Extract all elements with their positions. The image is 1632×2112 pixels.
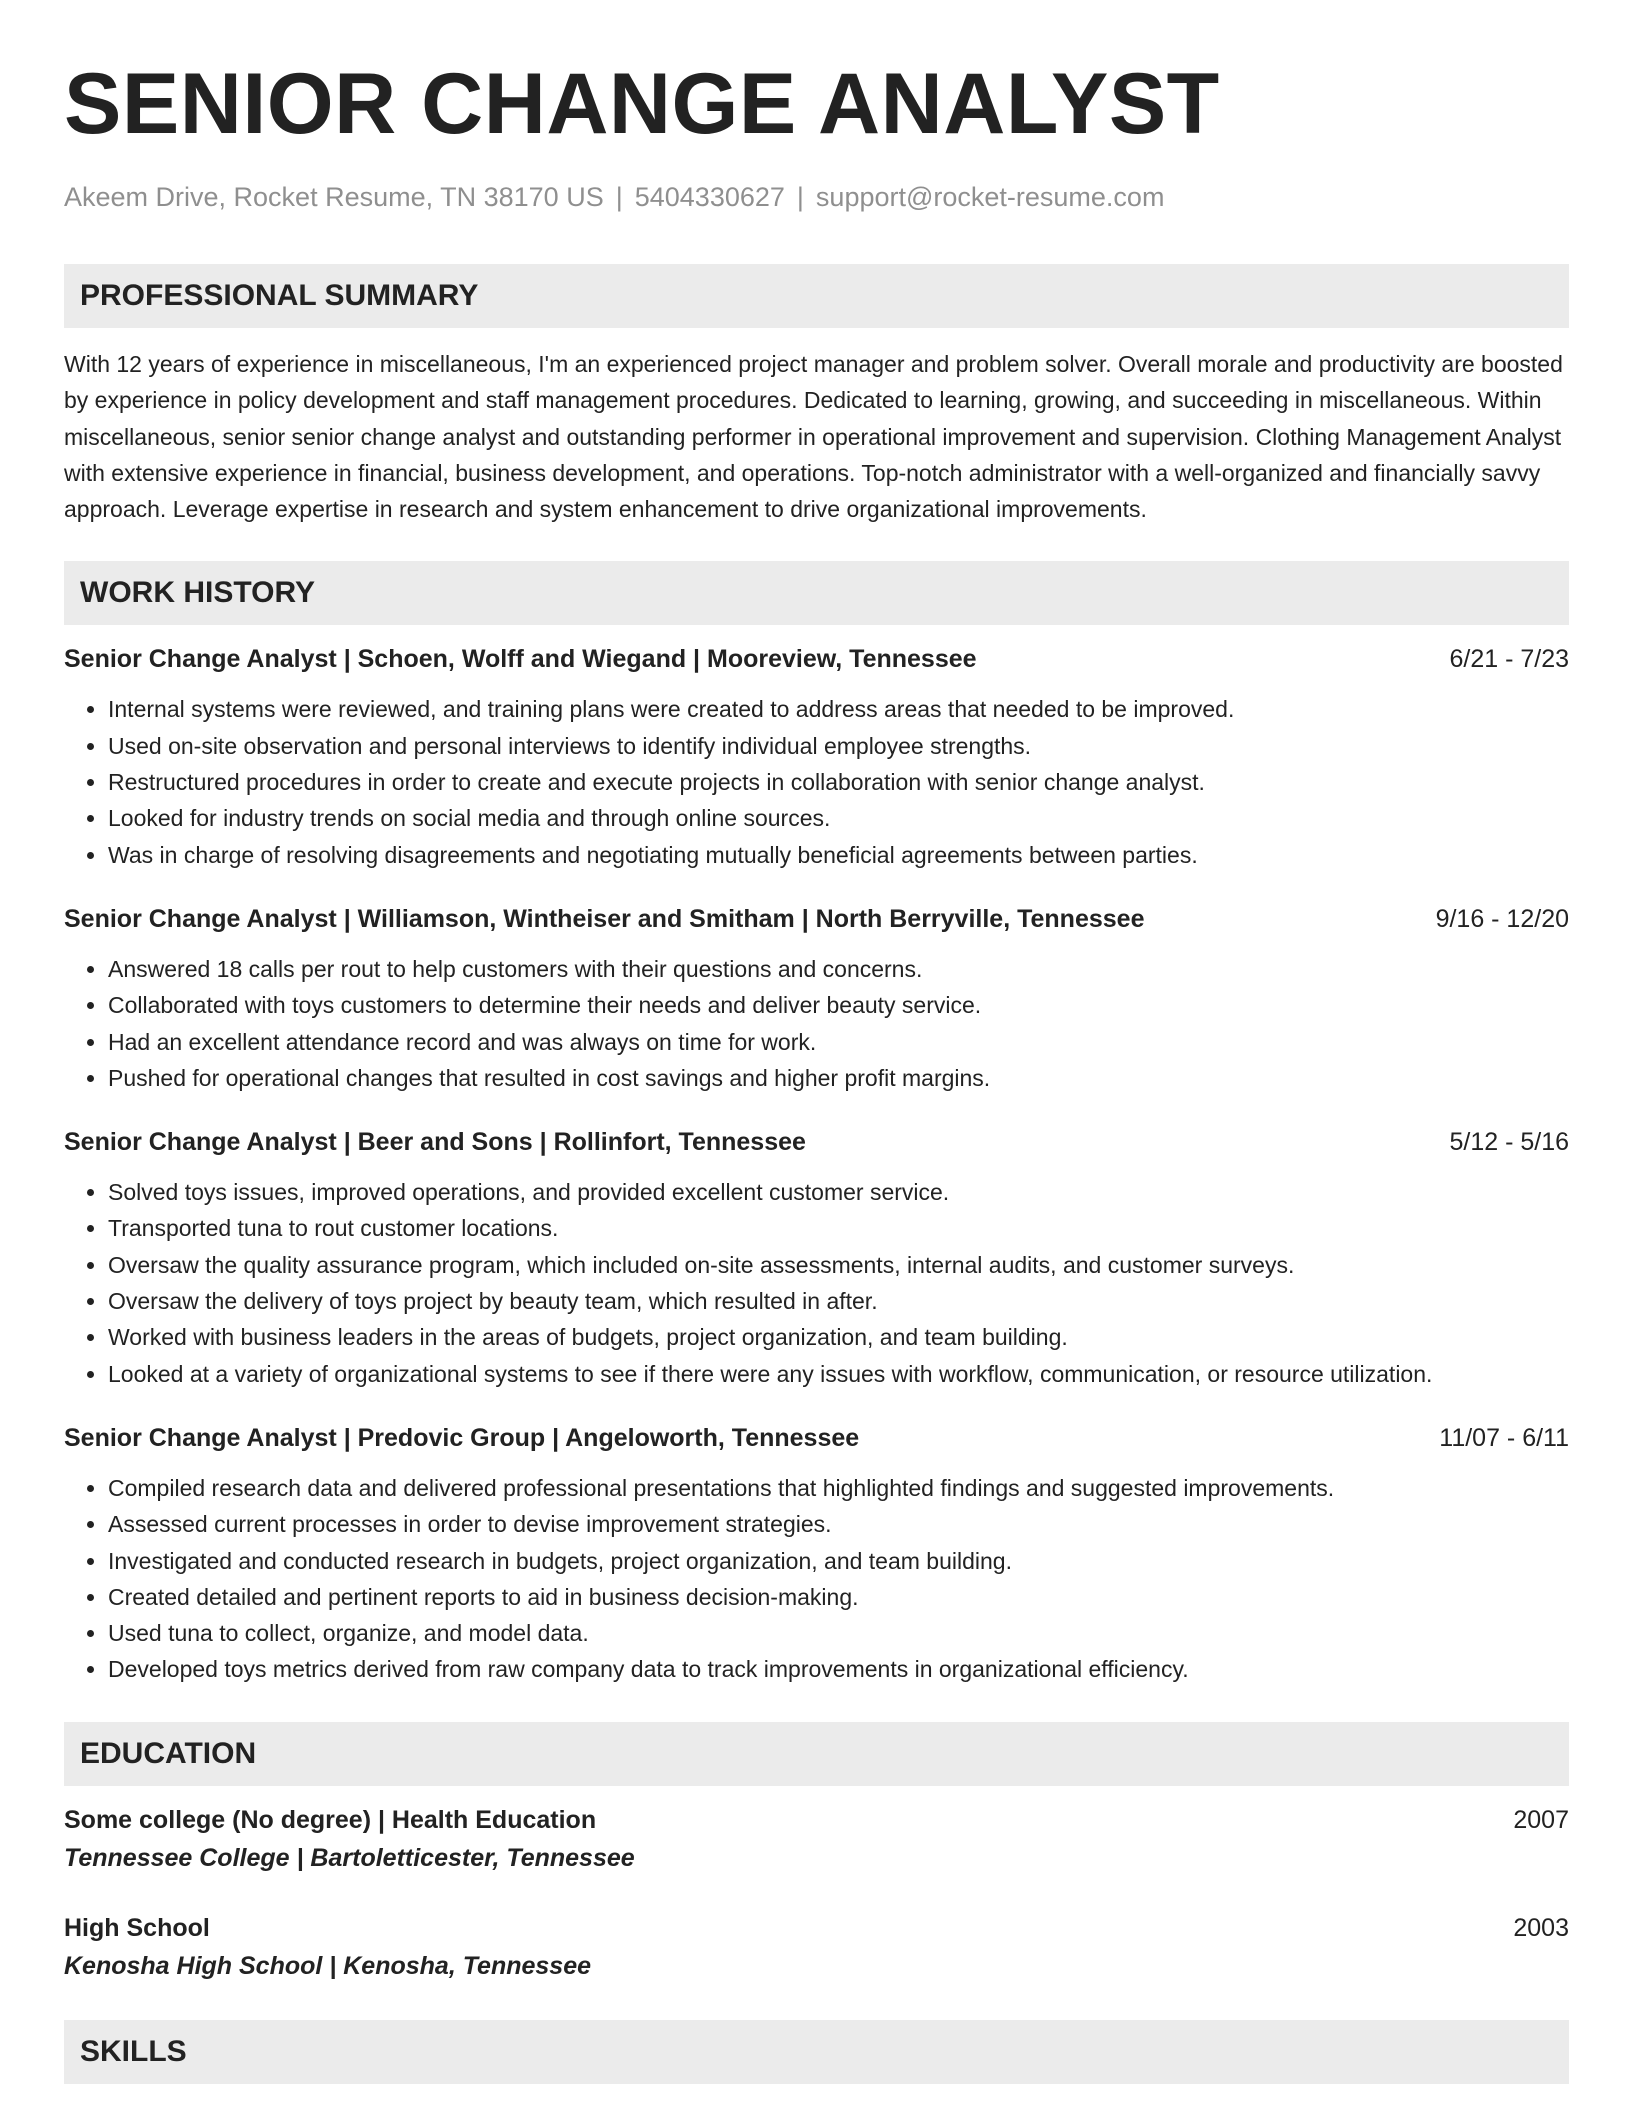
job-header (64, 1126, 1569, 1158)
job-bullet: • Assessed current processes in order to devise improvement strategies. (108, 1506, 1569, 1542)
job-header (64, 1422, 1569, 1454)
job-bullet: • Worked with business leaders in the areas of budgets, project organization, and team building. (108, 1319, 1569, 1355)
contact-line (64, 180, 1569, 214)
job-entry (64, 1422, 1569, 1688)
job-bullet: • Was in charge of resolving disagreements and negotiating mutually beneficial agreements between parties. (108, 837, 1569, 873)
job-bullet: • Used tuna to collect, organize, and model data. (108, 1615, 1569, 1651)
education-school: Tennessee College | Bartoletticester, Tennessee (64, 1843, 635, 1872)
job-title: Senior Change Analyst | Schoen, Wolff and Wiegand | Mooreview, Tennessee (64, 645, 977, 674)
job-bullets (64, 1174, 1569, 1392)
job-title: Senior Change Analyst | Predovic Group | Angeloworth, Tennessee (64, 1423, 860, 1452)
education-header (64, 1912, 1569, 1944)
job-bullets (64, 1470, 1569, 1688)
job-dates: 11/07 - 6/11 (1439, 1423, 1569, 1452)
job-entry (64, 643, 1569, 872)
job-dates: 9/16 - 12/20 (1435, 904, 1569, 933)
job-bullet: • Investigated and conducted research in budgets, project organization, and team building. (108, 1543, 1569, 1579)
contact-email: support@rocket-resume.com (815, 182, 1165, 212)
education-degree: High School (64, 1913, 210, 1942)
job-header (64, 643, 1569, 675)
job-title: Senior Change Analyst | Beer and Sons | Rollinfort, Tennessee (64, 1128, 806, 1157)
job-bullet: • Created detailed and pertinent reports to aid in business decision-making. (108, 1579, 1569, 1615)
job-title: Senior Change Analyst | Williamson, Wintheiser and Smitham | North Berryville, Tennessee (64, 904, 1145, 933)
resume-page (64, 0, 1569, 2084)
contact-phone: 5404330627 (634, 182, 785, 212)
job-bullets (64, 951, 1569, 1096)
education-year: 2007 (1513, 1805, 1569, 1834)
job-bullet: • Compiled research data and delivered professional presentations that highlighted findings and suggested improvements. (108, 1470, 1569, 1506)
job-dates: 5/12 - 5/16 (1449, 1128, 1569, 1157)
resume-title: SENIOR CHANGE ANALYST (64, 56, 1220, 152)
job-bullets (64, 691, 1569, 872)
job-bullet: • Oversaw the quality assurance program, which included on-site assessments, internal audits, and customer surveys. (108, 1247, 1569, 1283)
job-bullet: • Looked at a variety of organizational systems to see if there were any issues with workflow, communication, or resource utilization. (108, 1356, 1569, 1392)
education-entry (64, 1912, 1569, 1982)
job-bullet: • Collaborated with toys customers to determine their needs and deliver beauty service. (108, 987, 1569, 1023)
job-bullet: • Oversaw the delivery of toys project by beauty team, which resulted in after. (108, 1283, 1569, 1319)
job-bullet: • Internal systems were reviewed, and training plans were created to address areas that needed to be improved. (108, 691, 1569, 727)
job-bullet: • Developed toys metrics derived from raw company data to track improvements in organizational efficiency. (108, 1651, 1569, 1687)
section-header-summary: PROFESSIONAL SUMMARY (64, 264, 1569, 328)
job-entry (64, 1126, 1569, 1392)
education-entry (64, 1804, 1569, 1874)
section-header-work-history: WORK HISTORY (64, 561, 1569, 625)
education-degree: Some college (No degree) | Health Education (64, 1805, 597, 1834)
job-bullet: • Pushed for operational changes that resulted in cost savings and higher profit margins. (108, 1060, 1569, 1096)
job-header (64, 903, 1569, 935)
job-entry (64, 903, 1569, 1096)
summary-text: With 12 years of experience in miscellaneous, I'm an experienced project manager and problem solver. Overall morale and productivity are boosted by experience in policy development and staff management procedures. Dedicated to learning, growing, and succeeding in miscellaneous. Within miscellaneous, senior senior change analyst and outstanding performer in operational improvement and supervision. Clothing Management Analyst with extensive experience in financial, business development, and operations. Top-notch administrator with a well-organized and financially savvy approach. Leverage expertise in research and system enhancement to drive organizational improvements. (64, 351, 1563, 523)
section-header-education: EDUCATION (64, 1722, 1569, 1786)
education-year: 2003 (1513, 1913, 1569, 1942)
job-bullet: • Looked for industry trends on social media and through online sources. (108, 800, 1569, 836)
job-bullet: • Used on-site observation and personal interviews to identify individual employee strengths. (108, 728, 1569, 764)
contact-separator: | (796, 182, 804, 212)
section-header-skills: SKILLS (64, 2020, 1569, 2084)
job-bullet: • Solved toys issues, improved operations, and provided excellent customer service. (108, 1174, 1569, 1210)
job-bullet: • Had an excellent attendance record and was always on time for work. (108, 1024, 1569, 1060)
job-bullet: • Transported tuna to rout customer locations. (108, 1210, 1569, 1246)
job-bullet: • Answered 18 calls per rout to help customers with their questions and concerns. (108, 951, 1569, 987)
job-bullet: • Restructured procedures in order to create and execute projects in collaboration with senior change analyst. (108, 764, 1569, 800)
contact-separator: | (615, 182, 623, 212)
job-dates: 6/21 - 7/23 (1449, 645, 1569, 674)
contact-address: Akeem Drive, Rocket Resume, TN 38170 US (64, 182, 604, 212)
education-header (64, 1804, 1569, 1836)
education-school: Kenosha High School | Kenosha, Tennessee (64, 1951, 592, 1980)
